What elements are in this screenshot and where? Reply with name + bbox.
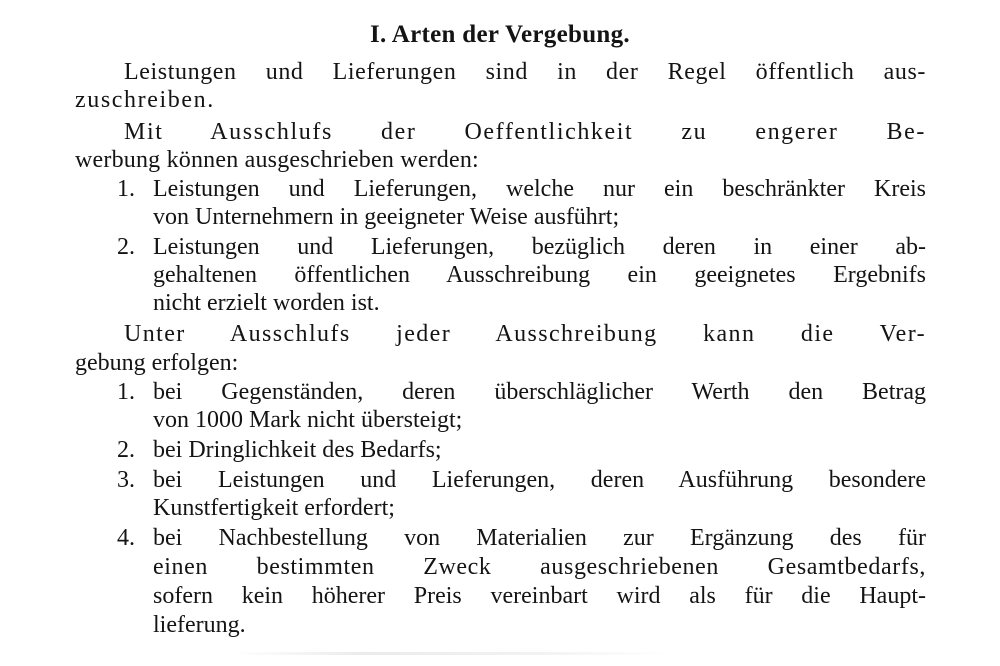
- paragraph-2-line-2: werbung können ausgeschrieben werden:: [75, 147, 479, 173]
- list-1-item-2-line-1: Leistungen und Lieferungen, bezüglich deren in einer ab-: [153, 234, 926, 260]
- section-title: I. Arten der Vergebung.: [370, 21, 630, 48]
- list-2-item-3-line-1: bei Leistungen und Lieferungen, deren Ausführung besondere: [153, 467, 926, 493]
- list-1-item-1-line-1: Leistungen und Lieferungen, welche nur ein beschränkter Kreis: [153, 176, 926, 202]
- list-1-item-1-number: 1.: [117, 176, 135, 202]
- list-2-item-1-line-2: von 1000 Mark nicht übersteigt;: [153, 407, 463, 433]
- list-1-item-2-line-3: nicht erzielt worden ist.: [153, 290, 380, 316]
- list-2-item-4-number: 4.: [117, 525, 135, 551]
- list-2-item-4-line-4: lieferung.: [153, 612, 246, 638]
- scan-edge-shadow: [230, 652, 670, 655]
- paragraph-1-line-1: Leistungen und Lieferungen sind in der Regel öffentlich aus-: [124, 59, 926, 85]
- list-2-item-4-line-2: einen bestimmten Zweck ausgeschriebenen Gesamtbedarfs,: [153, 554, 926, 580]
- list-1-item-2-line-2: gehaltenen öffentlichen Ausschreibung ein geeignetes Ergebnifs: [153, 262, 926, 288]
- list-2-item-1-number: 1.: [117, 379, 135, 405]
- paragraph-3-line-2: gebung erfolgen:: [75, 350, 239, 376]
- list-1-item-2-number: 2.: [117, 234, 135, 260]
- paragraph-1-line-2: zuschreiben.: [75, 87, 215, 113]
- list-2-item-3-line-2: Kunstfertigkeit erfordert;: [153, 495, 395, 521]
- list-2-item-4-line-1: bei Nachbestellung von Materialien zur Ergänzung des für: [153, 525, 926, 551]
- list-2-item-2-line-1: bei Dringlichkeit des Bedarfs;: [153, 437, 442, 463]
- list-1-item-1-line-2: von Unternehmern in geeigneter Weise ausführt;: [153, 204, 620, 230]
- list-2-item-3-number: 3.: [117, 467, 135, 493]
- list-2-item-2-number: 2.: [117, 437, 135, 463]
- paragraph-2-line-1: Mit Ausschlufs der Oeffentlichkeit zu engerer Be-: [124, 119, 926, 145]
- paragraph-3-line-1: Unter Ausschlufs jeder Ausschreibung kann die Ver-: [124, 321, 926, 347]
- list-2-item-4-line-3: sofern kein höherer Preis vereinbart wird als für die Haupt-: [153, 583, 926, 609]
- list-2-item-1-line-1: bei Gegenständen, deren überschläglicher Werth den Betrag: [153, 379, 926, 405]
